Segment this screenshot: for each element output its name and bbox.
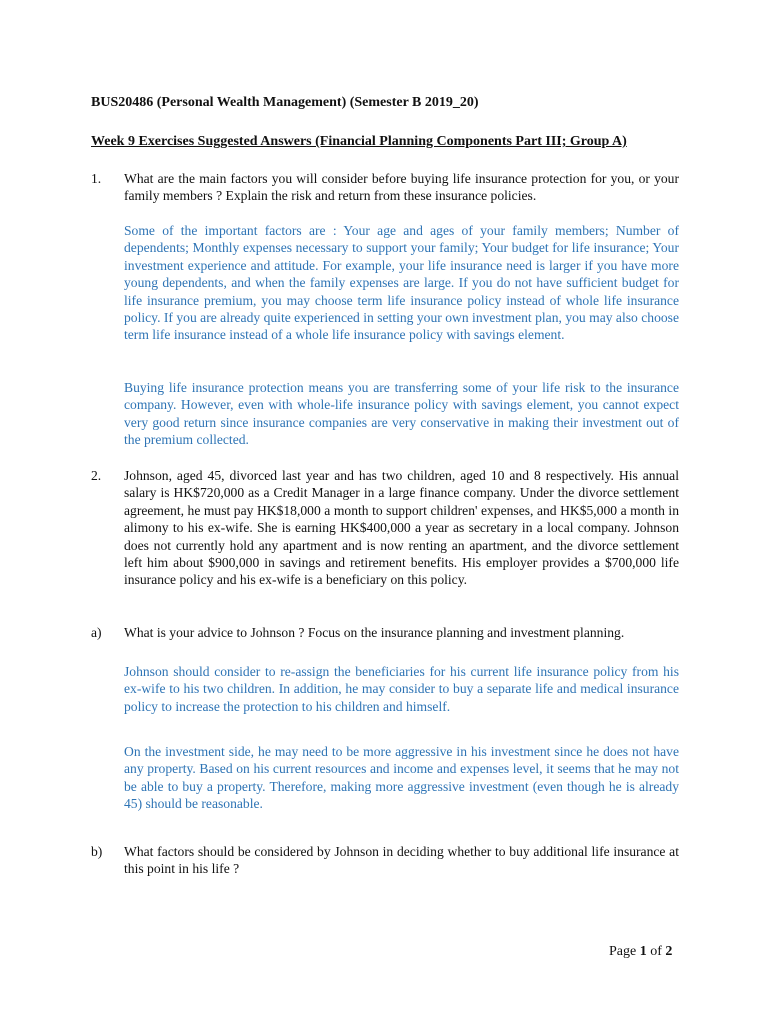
question-1 xyxy=(91,170,679,205)
question-2-text: Johnson, aged 45, divorced last year and has two children, aged 10 and 8 respectively. His annual salary is HK$720,000 as a Credit Manager in a large finance company. Under the divorce settlement agreement, he must pay HK$18,000 a month to support children' expenses, and HK$5,000 a month in alimony to his ex-wife. She is earning HK$400,000 a year as secretary in a local company. Johnson does not currently hold any apartment and is now renting an apartment, and the divorce settlement left him about $900,000 in savings and retirement benefits. His employer provides a $700,000 life insurance policy and his ex-wife is a beneficiary on this policy. xyxy=(124,468,679,588)
answer-2a-paragraph-1: Johnson should consider to re-assign the beneficiaries for his current life insurance policy from his ex-wife to his two children. In addition, he may consider to buy a separate life and medical insurance policy to increase the protection to his children and himself. xyxy=(124,664,679,714)
page-current: 1 xyxy=(639,944,647,959)
question-2-number: 2. xyxy=(91,468,102,483)
week-title: Week 9 Exercises Suggested Answers (Financial Planning Components Part III; Group A) xyxy=(91,134,627,149)
question-2a xyxy=(91,624,679,641)
answer-1-paragraph-1: Some of the important factors are : Your age and ages of your family members; Number of dependents; Monthly expenses necessary to support your family; Your budget for life insurance; Your investment experience and attitude. For example, your life insurance need is larger if you have more young dependents, and when the family expenses are large. If you do not have sufficient budget for life insurance premium, you may choose term life insurance policy instead of whole life insurance policy. If you are already quite experienced in setting your own investment plan, you may also choose term life insurance instead of a whole life insurance policy with savings element. xyxy=(124,223,679,343)
page-total: 2 xyxy=(665,944,673,959)
question-1-text: What are the main factors you will consider before buying life insurance protection for you, or your family members ? Explain the risk and return from these insurance policies. xyxy=(124,171,679,204)
answer-2a-paragraph-2: On the investment side, he may need to be more aggressive in his investment since he does not have any property. Based on his current resources and income and expenses level, it seems that he may not be able to buy a property. Therefore, making more aggressive investment (even though he is already 45) should be reasonable. xyxy=(124,744,679,812)
question-2b-label: b) xyxy=(91,844,103,859)
course-title: BUS20486 (Personal Wealth Management) (Semester B 2019_20) xyxy=(91,95,479,110)
question-2 xyxy=(91,467,679,589)
of-word: of xyxy=(650,944,662,959)
question-1-number: 1. xyxy=(91,171,102,186)
page-number xyxy=(609,943,672,960)
page-word: Page xyxy=(609,944,637,959)
question-2b-text: What factors should be considered by Johnson in deciding whether to buy additional life insurance at this point in his life ? xyxy=(124,844,679,877)
answer-1-paragraph-2: Buying life insurance protection means you are transferring some of your life risk to the insurance company. However, even with whole-life insurance policy with savings element, you cannot expect very good return since insurance companies are very conservative in making their investment out of the premium collected. xyxy=(124,380,679,448)
question-2a-text: What is your advice to Johnson ? Focus on the insurance planning and investment planning. xyxy=(124,625,625,640)
question-2b xyxy=(91,843,679,878)
question-2a-label: a) xyxy=(91,625,102,640)
